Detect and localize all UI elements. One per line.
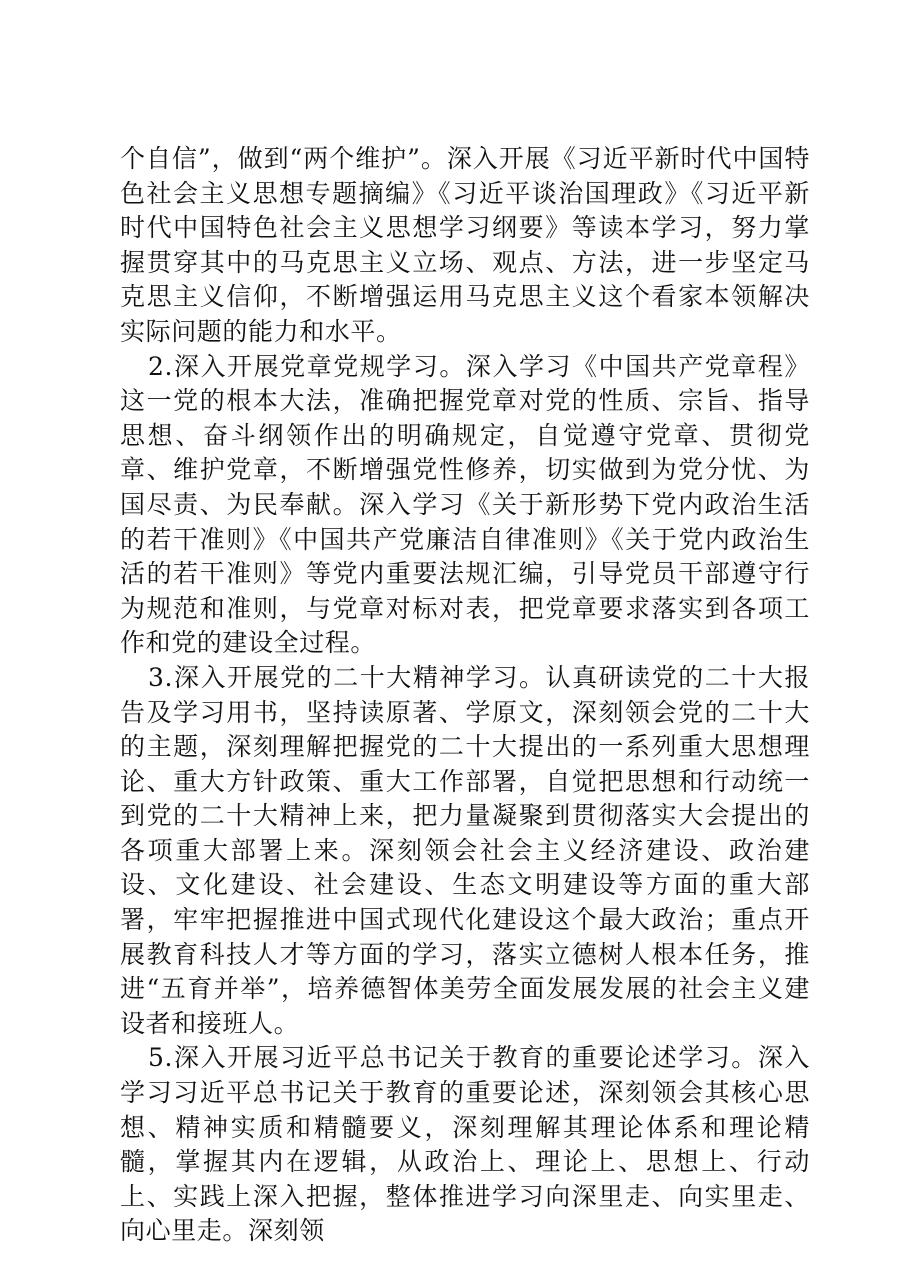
paragraph-4: 5.深入开展习近平总书记关于教育的重要论述学习。深入学习习近平总书记关于教育的重要论述，深刻领会其核心思想、精神实质和精髓要义，深刻理解其理论体系和理论精髓，掌握其内在逻辑，从政治上、理论上、思想上、行动上、实践上深入把握，整体推进学习向深里走、向实里走、向心里走。深刻领 (120, 1043, 810, 1246)
document-body (120, 142, 810, 1249)
paragraph-3: 3.深入开展党的二十大精神学习。认真研读党的二十大报告及学习用书，坚持读原著、学原文，深刻领会党的二十大的主题，深刻理解把握党的二十大提出的一系列重大思想理论、重大方针政策、重大工作部署，自觉把思想和行动统一到党的二十大精神上来，把力量凝聚到贯彻落实大会提出的各项重大部署上来。深刻领会社会主义经济建设、政治建设、文化建设、社会建设、生态文明建设等方面的重大部署，牢牢把握推进中国式现代化建设这个最大政治；重点开展教育科技人才等方面的学习，落实立德树人根本任务，推进“五育并举”，培养德智体美劳全面发展发展的社会主义建设者和接班人。 (120, 662, 810, 1038)
paragraph-1: 个自信”，做到“两个维护”。深入开展《习近平新时代中国特色社会主义思想专题摘编》《习近平谈治国理政》《习近平新时代中国特色社会主义思想学习纲要》等读本学习，努力掌握贯穿其中的马克思主义立场、观点、方法，进一步坚定马克思主义信仰，不断增强运用马克思主义这个看家本领解决实际问题的能力和水平。 (120, 144, 810, 346)
paragraph-2: 2.深入开展党章党规学习。深入学习《中国共产党章程》这一党的根本大法，准确把握党章对党的性质、宗旨、指导思想、奋斗纲领作出的明确规定，自觉遵守党章、贯彻党章、维护党章，不断增强党性修养，切实做到为党分忧、为国尽责、为民奉献。深入学习《关于新形势下党内政治生活的若干准则》《中国共产党廉洁自律准则》《关于党内政治生活的若干准则》等党内重要法规汇编，引导党员干部遵守行为规范和准则，与党章对标对表，把党章要求落实到各项工作和党的建设全过程。 (120, 351, 810, 658)
